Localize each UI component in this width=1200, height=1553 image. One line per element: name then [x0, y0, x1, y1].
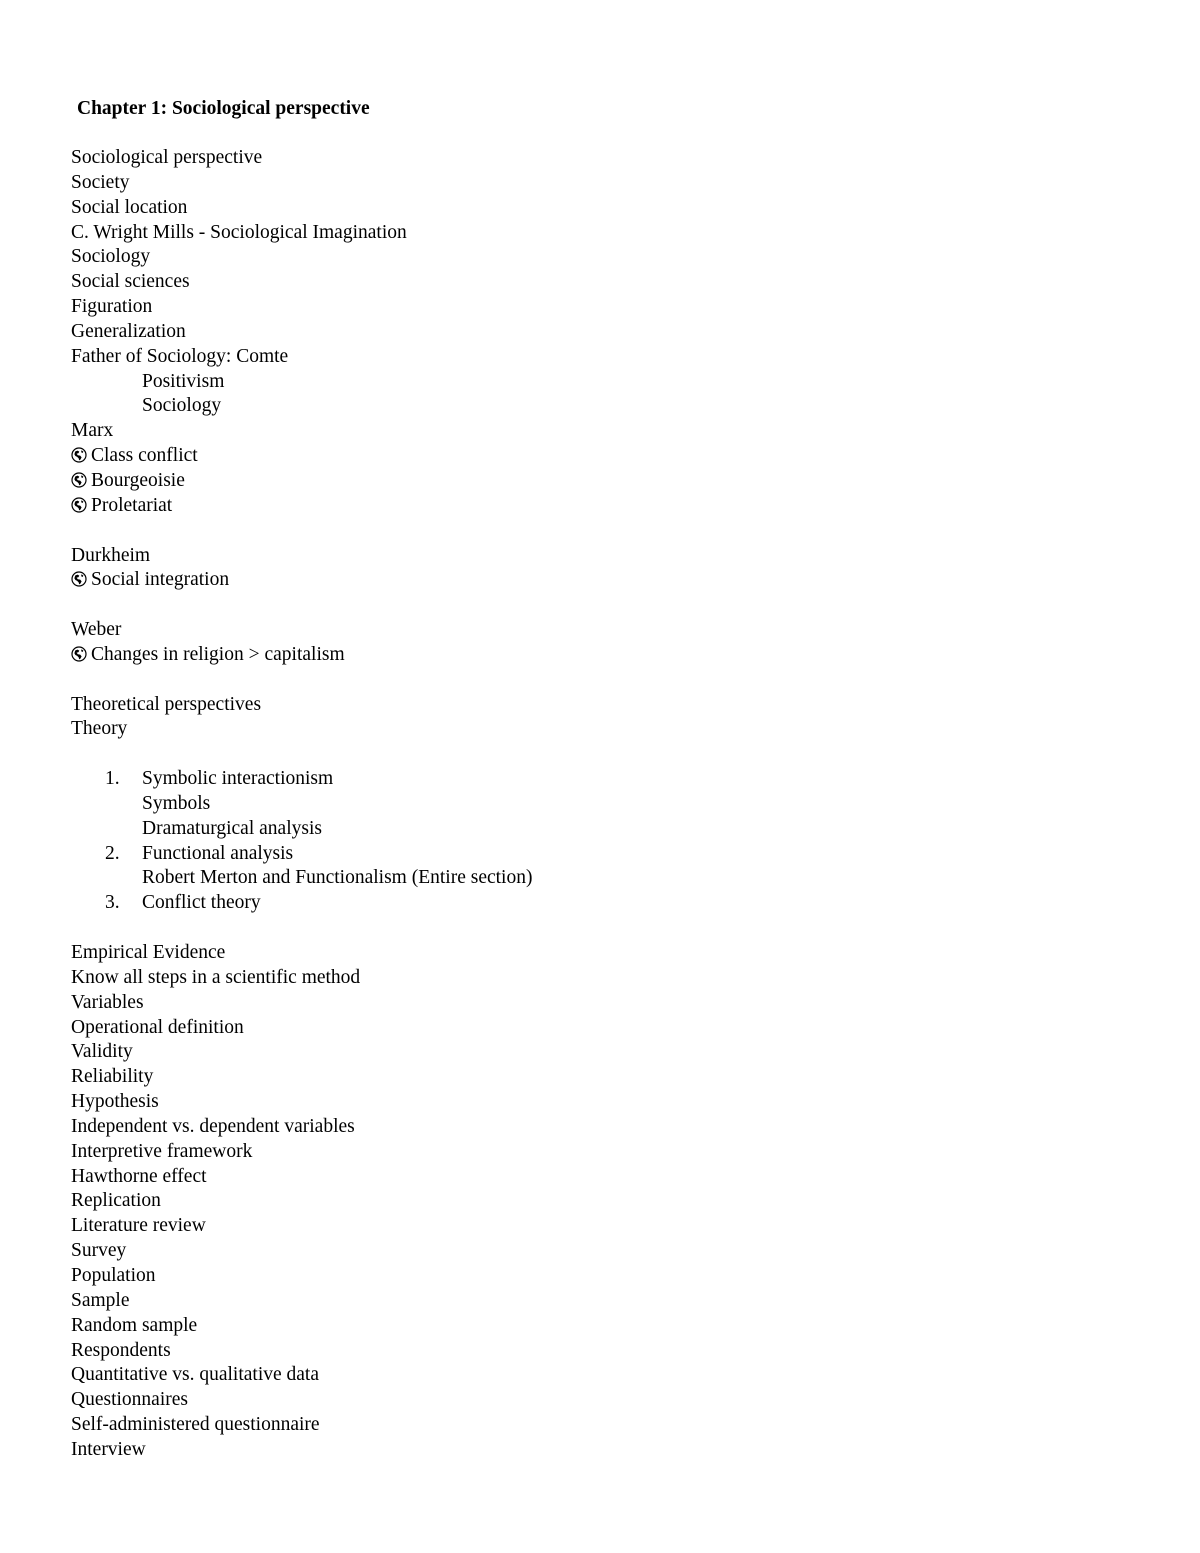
numbered-item [71, 842, 1131, 867]
globe-icon [71, 447, 87, 463]
numbered-item [71, 891, 1131, 916]
list-item: Self-administered questionnaire [71, 1414, 320, 1436]
spacer [71, 742, 1131, 767]
sub-item: Symbols [142, 792, 211, 814]
item-number: 1. [105, 768, 120, 790]
list-item: Interpretive framework [71, 1140, 253, 1162]
item-label: Functional analysis [142, 842, 294, 864]
list-item: Theoretical perspectives [71, 693, 262, 715]
list-item: Hypothesis [71, 1091, 159, 1113]
chapter-title: Chapter 1: Sociological perspective [77, 98, 370, 119]
list-item: Interview [71, 1438, 146, 1460]
theorist-heading-durkheim: Durkheim [71, 544, 151, 566]
item-number: 3. [105, 892, 120, 914]
bullet-item [71, 568, 1131, 593]
globe-icon [71, 472, 87, 488]
bullet-text: Proletariat [91, 494, 173, 516]
spacer [71, 593, 1131, 618]
list-item: Generalization [71, 320, 186, 342]
list-item: Questionnaires [71, 1389, 188, 1411]
list-item: Father of Sociology: Comte [71, 345, 289, 367]
list-item: Population [71, 1264, 156, 1286]
sub-item: Dramaturgical analysis [142, 817, 322, 839]
list-item: Theory [71, 718, 128, 740]
bullet-text: Class conflict [91, 445, 198, 467]
list-item: Society [71, 171, 130, 193]
sub-item: Positivism [142, 370, 225, 392]
bullet-item [71, 494, 1131, 519]
globe-icon [71, 571, 87, 587]
list-item: Sample [71, 1289, 130, 1311]
list-item: Variables [71, 991, 144, 1013]
list-item: Know all steps in a scientific method [71, 966, 361, 988]
list-item: Social sciences [71, 271, 190, 293]
list-item: Respondents [71, 1339, 171, 1361]
sub-item: Robert Merton and Functionalism (Entire section) [142, 867, 533, 889]
spacer [71, 668, 1131, 693]
numbered-item [71, 767, 1131, 792]
list-item: Figuration [71, 296, 153, 318]
list-item: Random sample [71, 1314, 198, 1336]
list-item: Sociological perspective [71, 147, 263, 168]
list-item: Independent vs. dependent variables [71, 1115, 355, 1137]
list-item: Replication [71, 1190, 161, 1212]
globe-icon [71, 497, 87, 513]
list-item: Operational definition [71, 1016, 244, 1038]
bullet-text: Bourgeoisie [91, 469, 185, 491]
list-item: Literature review [71, 1215, 206, 1237]
bullet-item [71, 444, 1131, 469]
study-guide-list [71, 146, 1131, 1463]
spacer [71, 519, 1131, 544]
list-item: Sociology [71, 246, 151, 268]
list-item: Social location [71, 196, 188, 218]
item-label: Conflict theory [142, 892, 261, 914]
list-item: Hawthorne effect [71, 1165, 207, 1187]
spacer [71, 916, 1131, 941]
theorist-heading-weber: Weber [71, 619, 122, 641]
list-item: Quantitative vs. qualitative data [71, 1364, 320, 1386]
list-item: Validity [71, 1041, 133, 1063]
bullet-item [71, 643, 1131, 668]
bullet-text: Changes in religion > capitalism [91, 643, 345, 665]
list-item: Empirical Evidence [71, 942, 226, 963]
item-number: 2. [105, 842, 120, 864]
sub-item: Sociology [142, 395, 222, 417]
list-item: C. Wright Mills - Sociological Imagination [71, 221, 407, 243]
theorist-heading-marx: Marx [71, 420, 114, 442]
bullet-text: Social integration [91, 569, 230, 591]
list-item: Reliability [71, 1066, 154, 1088]
list-item: Survey [71, 1240, 127, 1262]
item-label: Symbolic interactionism [142, 768, 334, 790]
globe-icon [71, 646, 87, 662]
bullet-item [71, 469, 1131, 494]
